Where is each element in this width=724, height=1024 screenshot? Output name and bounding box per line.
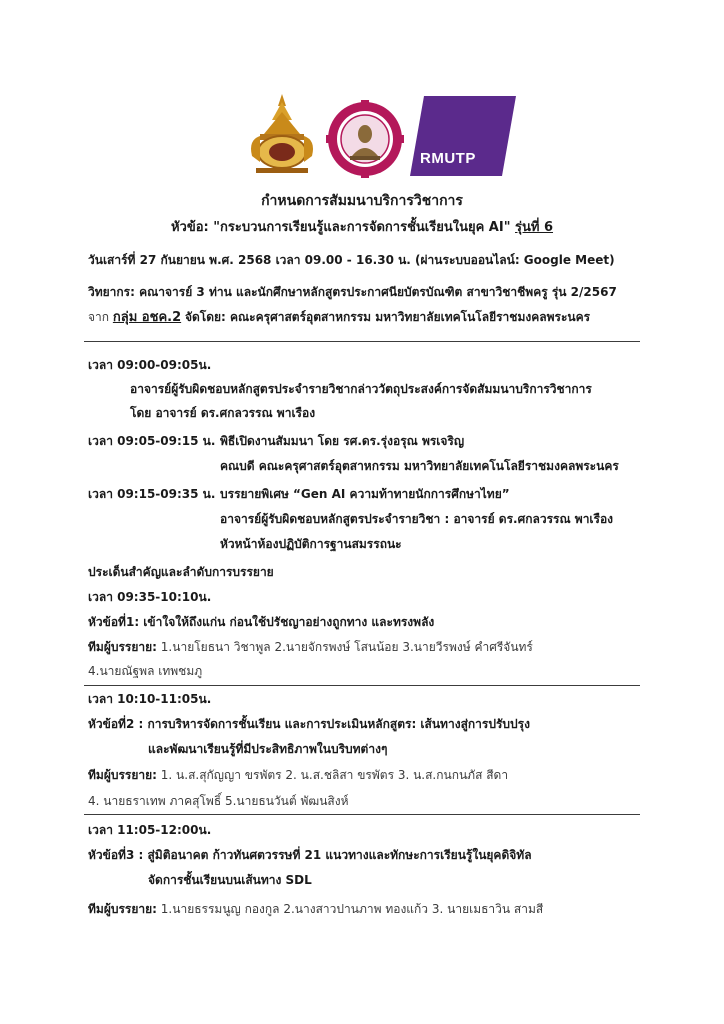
speaker-team	[88, 639, 533, 655]
rmutp-logo	[410, 96, 516, 176]
session-time: เวลา 09:35-10:10น.	[88, 590, 212, 604]
divider	[84, 341, 640, 342]
royal-crest-emblem-icon	[246, 92, 318, 176]
speakers-line	[88, 284, 617, 300]
session-desc: อาจารย์ผู้รับผิดชอบหลักสูตรประจำรายวิชากล่าววัตถุประสงค์การจัดสัมมนาบริการวิชาการ	[130, 382, 592, 396]
session-topic: จัดการชั้นเรียนบนเส้นทาง SDL	[148, 873, 312, 887]
session-topic: หัวข้อที่2 : การบริหารจัดการชั้นเรียน และการประเมินหลักสูตร: เส้นทางสู่การปรับปรุง	[88, 717, 530, 731]
divider	[84, 685, 640, 686]
session-time: เวลา 09:15-09:35 น.	[88, 487, 216, 501]
speakers-text: วิทยากร: คณาจารย์ 3 ท่าน และนักศึกษาหลักสูตรประกาศนียบัตรบัณฑิต สาขาวิชาชีพครู รุ่น 2/2567	[88, 285, 617, 299]
logo-row	[0, 92, 724, 184]
session-time: เวลา 10:10-11:05น.	[88, 692, 212, 706]
team-names: 4.นายณัฐพล เทพชมภู	[88, 664, 203, 678]
session-desc: หัวหน้าห้องปฏิบัติการฐานสมรรถนะ	[220, 537, 402, 551]
organizer-line	[88, 309, 590, 326]
topic-batch: รุ่นที่ 6	[515, 220, 554, 235]
divider	[84, 814, 640, 815]
session-topic: หัวข้อที่3 : สู่มิติอนาคต ก้าวทันศตวรรษที่ 21 แนวทางและทักษะการเรียนรู้ในยุคดิจิทัล	[88, 848, 532, 862]
faculty-gear-seal-icon	[322, 100, 408, 178]
session-desc: บรรยายพิเศษ “Gen AI ความท้าทายนักการศึกษาไทย”	[220, 487, 510, 501]
page-title: กำหนดการสัมมนาบริการวิชาการ	[261, 193, 463, 209]
session-desc: โดย อาจารย์ ดร.ศกลวรรณ พาเรือง	[130, 406, 316, 420]
organizer-text: จัดโดย: คณะครุศาสตร์อุตสาหกรรม มหาวิทยาลัยเทคโนโลยีราชมงคลพระนคร	[184, 310, 591, 324]
group-name: กลุ่ม อชค.2	[112, 310, 182, 325]
session-time: เวลา 11:05-12:00น.	[88, 823, 212, 837]
session-desc: คณบดี คณะครุศาสตร์อุตสาหกรรม มหาวิทยาลัยเทคโนโลยีราชมงคลพระนคร	[220, 459, 619, 473]
section-heading: ประเด็นสำคัญและลำดับการบรรยาย	[88, 565, 274, 579]
session-topic: หัวข้อที่1: เข้าใจให้ถึงแก่น ก่อนใช้ปรัชญาอย่างถูกทาง และทรงพลัง	[88, 615, 435, 629]
from-label: จาก	[88, 310, 110, 324]
team-names: 1.นายธรรมนูญ กองกูล 2.นางสาวปานภาพ ทองแก้ว 3. นายเมธาวิน สามสี	[160, 902, 544, 916]
session-time: เวลา 09:05-09:15 น.	[88, 434, 216, 448]
team-names: 1. น.ส.สุกัญญา ขรพัตร 2. น.ส.ชลิสา ขรพัตร 3. น.ส.กนกนภัส สีดา	[160, 768, 509, 782]
team-label: ทีมผู้บรรยาย:	[88, 902, 157, 916]
session-time: เวลา 09:00-09:05น.	[88, 358, 212, 372]
topic-heading	[0, 219, 724, 237]
session-desc: พิธีเปิดงานสัมมนา โดย รศ.ดร.รุ่งอรุณ พรเจริญ	[220, 434, 465, 448]
rmutp-logo-text: RMUTP	[420, 150, 476, 167]
team-names: 1.นายโยธนา วิชาพูล 2.นายจักรพงษ์ โสนน้อย 3.นายวีรพงษ์ คำศรีจันทร์	[160, 640, 533, 654]
speaker-team	[88, 901, 543, 917]
session-desc: อาจารย์ผู้รับผิดชอบหลักสูตรประจำรายวิชา : อาจารย์ ดร.ศกลวรรณ พาเรือง	[220, 512, 614, 526]
date-line	[88, 252, 615, 268]
date-text: วันเสาร์ที่ 27 กันยายน พ.ศ. 2568 เวลา 09.00 - 16.30 น. (ผ่านระบบออนไลน์: Google Meet)	[88, 253, 615, 267]
team-label: ทีมผู้บรรยาย:	[88, 768, 157, 782]
topic-text: หัวข้อ: "กระบวนการเรียนรู้และการจัดการชั้นเรียนในยุค AI"	[170, 220, 511, 235]
session-topic: และพัฒนาเรียนรู้ที่มีประสิทธิภาพในบริบทต่างๆ	[148, 742, 388, 756]
team-label: ทีมผู้บรรยาย:	[88, 640, 157, 654]
speaker-team	[88, 767, 508, 783]
team-names: 4. นายธราเทพ ภาคสุโพธิ์ 5.นายธนวันต์ พัฒนสิงห์	[88, 794, 349, 808]
